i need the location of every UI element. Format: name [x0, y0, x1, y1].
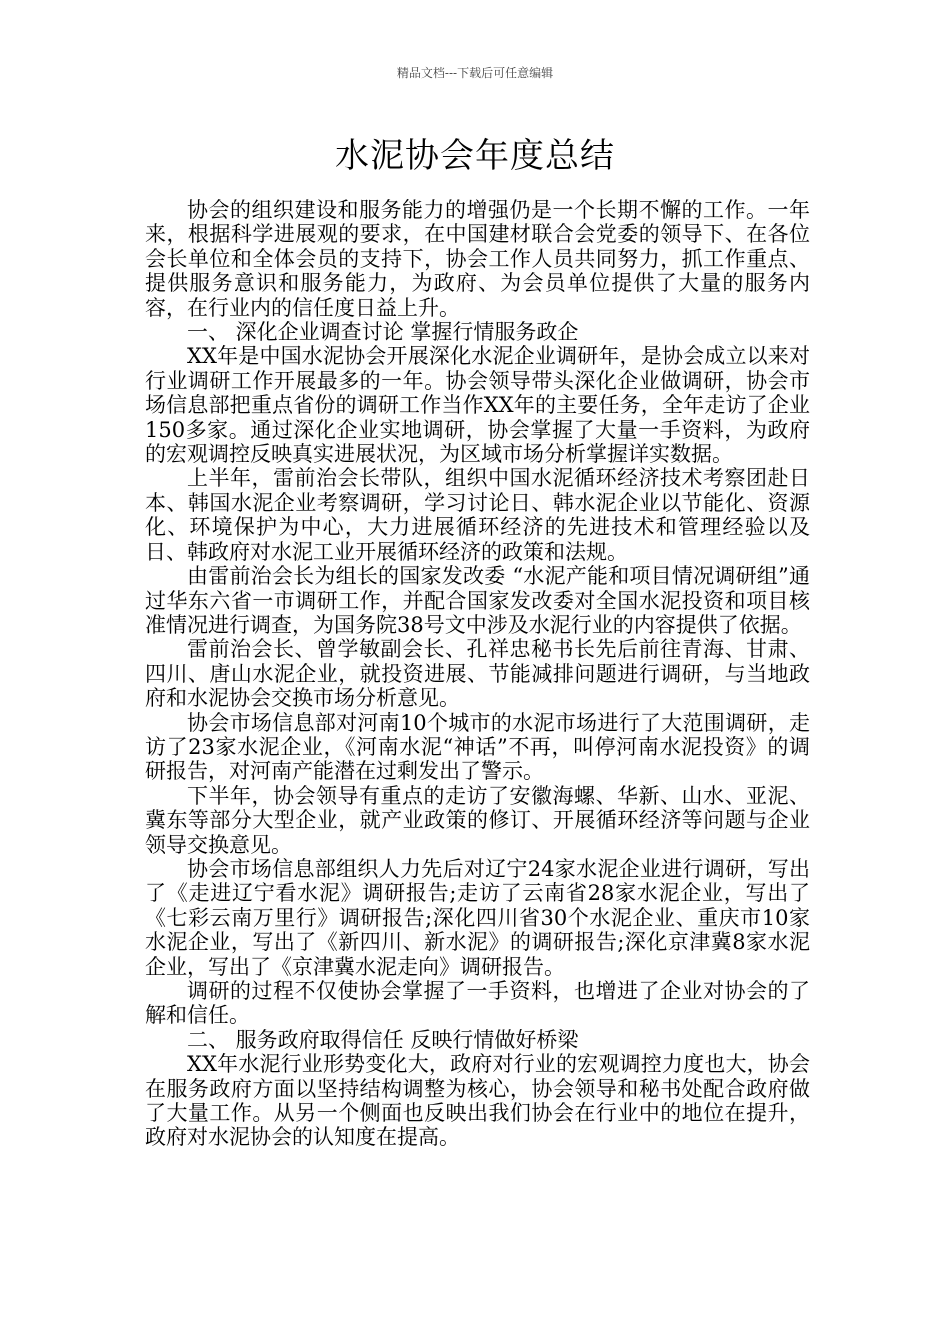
paragraph: XX年是中国水泥协会开展深化水泥企业调研年，是协会成立以来对行业调研工作开展最多的一年。协会领导带头深化企业做调研，协会市场信息部把重点省份的调研工作当作XX年的主要任务，全年走访了企业150多家。通过深化企业实地调研，协会掌握了大量一手资料，为政府的宏观调控反映真实进展状况，为区域市场分析掌握详实数据。: [145, 344, 810, 467]
paragraph: 协会市场信息部组织人力先后对辽宁24家水泥企业进行调研，写出了《走进辽宁看水泥》调研报告;走访了云南省28家水泥企业，写出了《七彩云南万里行》调研报告;深化四川省30个水泥企业、重庆市10家水泥企业，写出了《新四川、新水泥》的调研报告;深化京津冀8家水泥企业，写出了《京津冀水泥走向》调研报告。: [145, 856, 810, 979]
document-title: 水泥协会年度总结: [335, 136, 615, 176]
paragraph: 上半年，雷前治会长带队，组织中国水泥循环经济技术考察团赴日本、韩国水泥企业考察调研，学习讨论日、韩水泥企业以节能化、资源化、环境保护为中心，大力进展循环经济的先进技术和管理经验以及日、韩政府对水泥工业开展循环经济的政策和法规。: [145, 466, 810, 564]
section-heading: 二、 服务政府取得信任 反映行情做好桥梁: [187, 1027, 579, 1052]
section-heading: 一、 深化企业调查讨论 掌握行情服务政企: [187, 320, 579, 345]
paragraph: XX年水泥行业形势变化大，政府对行业的宏观调控力度也大，协会在服务政府方面以坚持结构调整为核心，协会领导和秘书处配合政府做了大量工作。从另一个侧面也反映出我们协会在行业中的地位在提升，政府对水泥协会的认知度在提高。: [145, 1052, 810, 1150]
page-header: 精品文档---下载后可任意编辑: [396, 66, 554, 80]
paragraph: 由雷前治会长为组长的国家发改委 “水泥产能和项目情况调研组”通过华东六省一市调研工作，并配合国家发改委对全国水泥投资和项目核准情况进行调查，为国务院38号文中涉及水泥行业的内容提供了依据。: [145, 564, 810, 637]
paragraph: 下半年，协会领导有重点的走访了安徽海螺、华新、山水、亚泥、冀东等部分大型企业，就产业政策的修订、开展循环经济等问题与企业领导交换意见。: [145, 783, 810, 857]
document-body: [145, 198, 810, 1150]
paragraph: 调研的过程不仅使协会掌握了一手资料，也增进了企业对协会的了解和信任。: [145, 979, 810, 1028]
paragraph: 雷前治会长、曾学敏副会长、孔祥忠秘书长先后前往青海、甘肃、四川、唐山水泥企业，就投资进展、节能减排问题进行调研，与当地政府和水泥协会交换市场分析意见。: [145, 637, 810, 711]
paragraph: 协会市场信息部对河南10个城市的水泥市场进行了大范围调研，走访了23家水泥企业，《河南水泥“神话”不再，叫停河南水泥投资》的调研报告，对河南产能潜在过剩发出了警示。: [145, 710, 810, 784]
paragraph: 协会的组织建设和服务能力的增强仍是一个长期不懈的工作。一年来，根据科学进展观的要求，在中国建材联合会党委的领导下、在各位会长单位和全体会员的支持下，协会工作人员共同努力，抓工作重点、提供服务意识和服务能力，为政府、为会员单位提供了大量的服务内容，在行业内的信任度日益上升。: [145, 198, 810, 320]
